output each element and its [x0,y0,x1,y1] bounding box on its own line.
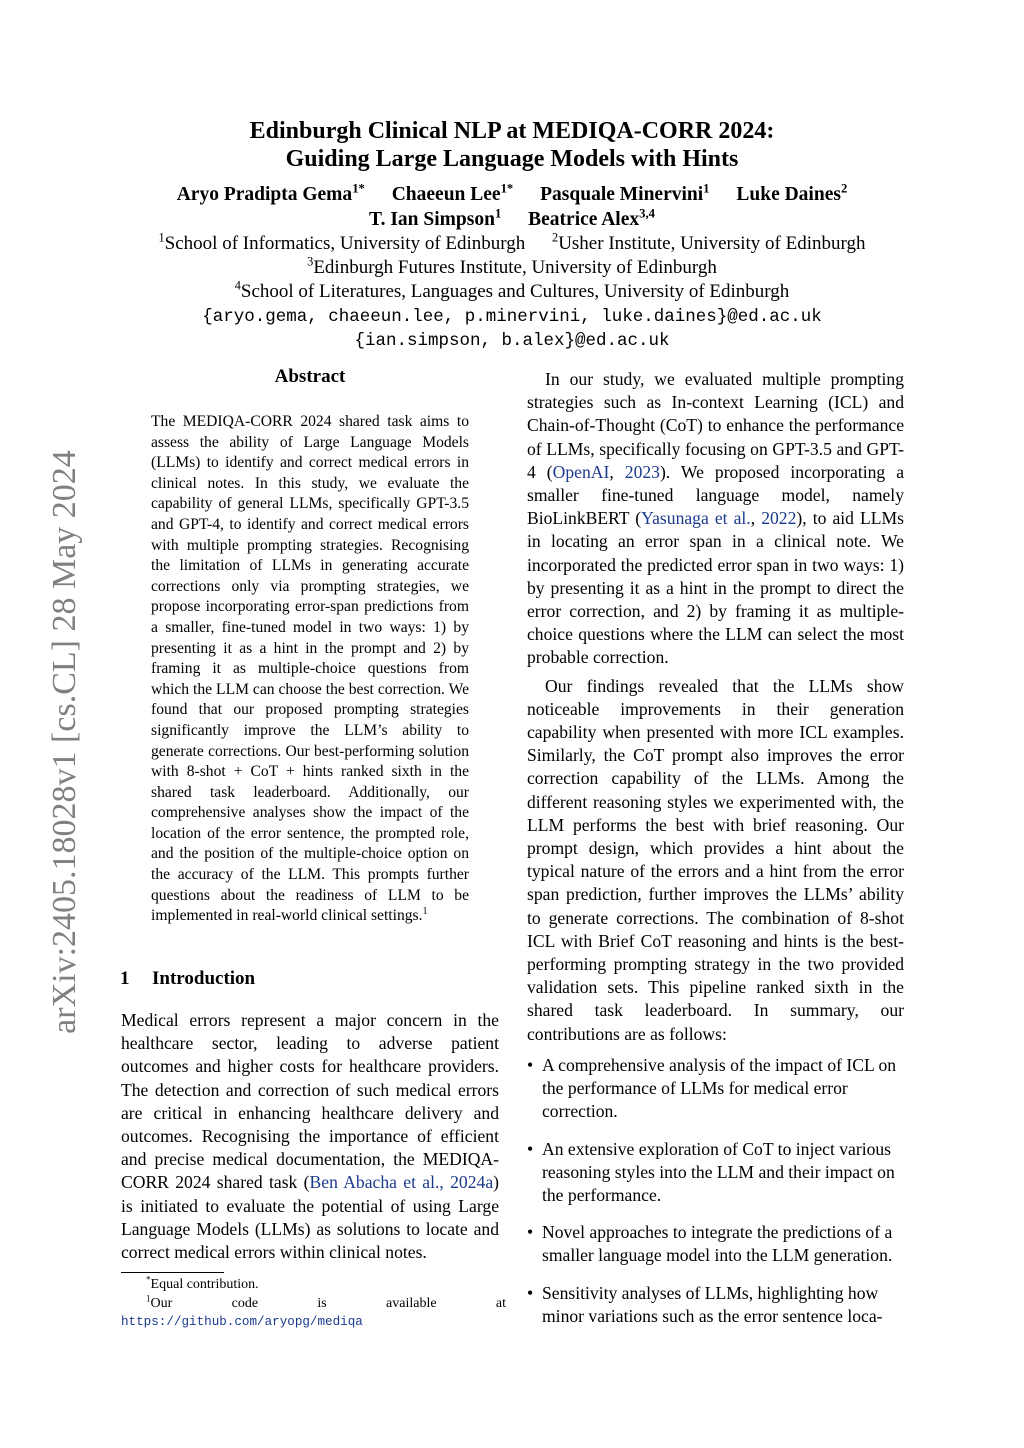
code-url-link[interactable]: https://github.com/aryopg/mediqa [121,1315,363,1329]
abstract-body [151,412,469,927]
introduction-paragraph: Medical errors represent a major concern in the healthcare sector, leading to adverse patient outcomes and higher costs for healthcare providers. The detection and correction of such medical errors are critical in enhancing healthcare delivery and outcomes. Recognising the importance of efficient and precise medical documentation, the MEDIQA-CORR 2024 shared task (Ben Abacha et al., 2024a) is initiated to evaluate the potential of using Large Language Models (LLMs) as solutions to locate and correct medical errors within clinical notes. [121,1010,499,1263]
right-paragraph-2: Our findings revealed that the LLMs show noticeable improvements in their generation capability when presented with more ICL examples. Similarly, the CoT prompt also improves the error correction capability of the LLMs. Among the different reasoning styles we experimented with, the LLM performs the best with brief reasoning. Our prompt design, which provides a hint about the typical nature of the errors and a hint from the error span prediction, further improves the LLMs’ ability to generate corrections. The combination of 8-shot ICL with Brief CoT reasoning and hints is the best-performing prompting strategy in the two provided validation sets. This pipeline ranked sixth in the shared task leaderboard. In summary, our contributions are as follows: [527,675,904,1044]
list-item: • An extensive exploration of CoT to inject various reasoning styles into the LLM and their impact on the performance. [527,1138,895,1205]
email-line-1: {aryo.gema, chaeeun.lee, p.minervini, luke.daines}@ed.ac.uk [202,307,822,327]
author-name: Luke Daines$^2$ [736,181,848,205]
author-line-1 [0,183,1024,207]
right-column [527,368,904,1342]
email-line-2: {ian.simpson, b.alex}@ed.ac.uk [354,331,670,351]
footnote-divider [121,1272,224,1273]
paper-title-line-1: Edinburgh Clinical NLP at MEDIQA-CORR 2024: [249,118,775,144]
citation-link[interactable]: OpenAI [552,461,610,482]
affiliation: $^1$School of Informatics, University of Edinburgh [158,230,526,254]
author-name: Chaeeun Lee$^{1*}$ [391,181,514,205]
abstract-heading: Abstract [274,366,346,387]
list-item: • Sensitivity analyses of LLMs, highlighting how minor variations such as the error sentence loca- [527,1282,883,1326]
section-number: 1 [120,968,130,989]
bullet-icon: • [527,1222,534,1243]
affiliation-line-3: $^4$School of Literatures, Languages and Cultures, University of Edinburgh [234,278,790,302]
citation-year-link[interactable]: 2022 [761,508,797,529]
section-heading-introduction [120,968,255,990]
affiliation-line-1 [0,232,1024,256]
affiliation: $^2$Usher Institute, University of Edinburgh [552,230,866,254]
footnote-code: $^1$Our code is available at https://github.com/aryopg/mediqa [121,1292,506,1329]
bullet-icon: • [527,1282,534,1303]
citation-year-link[interactable]: 2023 [624,461,660,482]
list-item: • Novel approaches to integrate the predictions of a smaller language model into the LLM generation. [527,1222,893,1266]
paper-title-line-2: Guiding Large Language Models with Hints [285,146,739,172]
author-name: Pasquale Minervini$^1$ [540,181,710,205]
section-title: Introduction [152,968,256,989]
right-paragraph-1: In our study, we evaluated multiple prompting strategies such as In-context Learning (ICL) and Chain-of-Thought (CoT) to enhance the performance of LLMs, specifically focusing on GPT-3.5 and GPT-4 (OpenAI, 2023). We proposed incorporating a smaller fine-tuned language model, namely BioLinkBERT (Yasunaga et al., 2022), to aid LLMs in locating an error span in a clinical note. We incorporated the predicted error span in two ways: 1) by presenting it as a hint in the prompt to direct the error correction, and 2) by framing it as multiple-choice questions where the LLM can select the most probable correction. [527,369,904,668]
bullet-icon: • [527,1054,534,1075]
footnote-marker: 1 [422,906,428,918]
author-name: T. Ian Simpson$^1$ [369,206,502,230]
bullet-icon: • [527,1138,534,1159]
footnote-equal-contribution: *Equal contribution. [146,1274,259,1292]
author-name: Aryo Pradipta Gema$^{1*}$ [176,181,365,205]
list-item: • A comprehensive analysis of the impact of ICL on the performance of LLMs for medical error correction. [527,1054,897,1122]
affiliation-line-2: $^3$Edinburgh Futures Institute, University of Edinburgh [307,254,717,278]
citation-link[interactable]: Yasunaga et al. [641,508,751,529]
contributions-list [527,1054,904,1328]
footnotes [121,1276,506,1332]
citation-link[interactable]: Ben Abacha et al., 2024a [309,1172,494,1193]
author-line-2 [0,208,1024,232]
author-name: Beatrice Alex$^{3,4}$ [528,206,655,230]
arxiv-identifier-stamp: arXiv:2405.18028v1 [cs.CL] 28 May 2024 [46,450,83,1034]
abstract-text: The MEDIQA-CORR 2024 shared task aims to assess the ability of Large Language Models (LLMs) to identify and correct medical errors in clinical notes. In this study, we evaluate the capability of general LLMs, specifically GPT-3.5 and GPT-4, to identify and correct medical errors with multiple prompting strategies. Recognising the limitation of LLMs in generating accurate corrections only via prompting strategies, we propose incorporating error-span predictions from a smaller, fine-tuned model in two ways: 1) by presenting it as a hint in the prompt and 2) by framing it as multiple-choice questions from which the LLM can choose the best correction. We found that our proposed prompting strategies significantly improve the LLM’s ability to generate corrections. Our best-performing solution with 8-shot + CoT + hints ranked sixth in the shared task leaderboard. Additionally, our comprehensive analyses show the impact of the location of the error sentence, the prompted role, and the position of the multiple-choice option on the accuracy of the LLM. This prompts further questions about the readiness of LLM to be implemented in real-world clinical settings. [151,413,469,925]
